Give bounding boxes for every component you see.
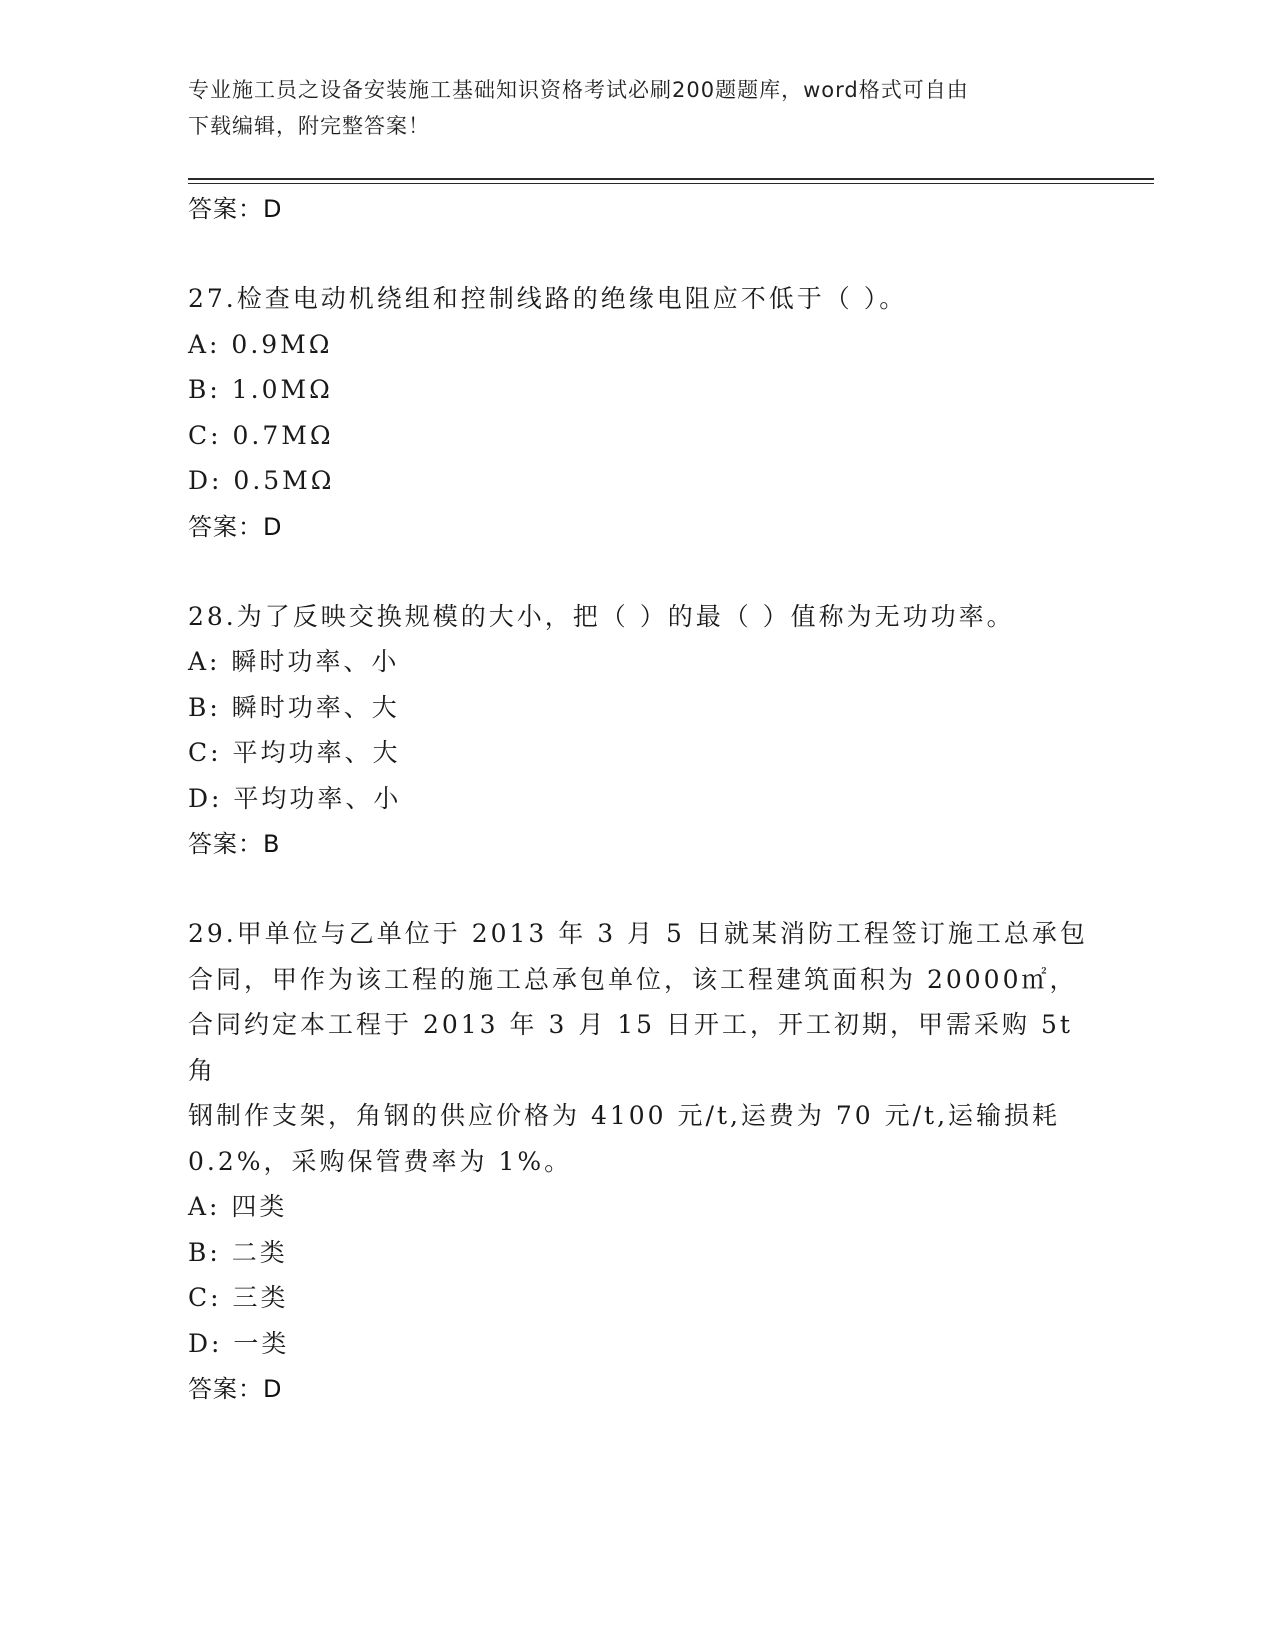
question-28-option-a: A: 瞬时功率、小 — [188, 647, 400, 676]
header-title-line2: 下载编辑，附完整答案！ — [188, 114, 430, 138]
answer-26: 答案：D — [188, 195, 283, 223]
spacer — [188, 550, 1088, 594]
question-27-text: 27.检查电动机绕组和控制线路的绝缘电阻应不低于（ ）。 — [188, 284, 908, 313]
question-28 — [188, 594, 1088, 868]
answer-28: 答案：B — [188, 830, 281, 858]
question-28-option-d: D: 平均功率、小 — [188, 783, 402, 813]
document-header — [188, 72, 1088, 144]
spacer — [188, 232, 1088, 276]
question-27-option-b: B: 1.0MΩ — [188, 375, 333, 404]
question-29-line3: 合同约定本工程于 2013 年 3 月 15 日开工，开工初期，甲需采购 5t 角 — [188, 1010, 1073, 1085]
question-27-option-c: C: 0.7MΩ — [188, 420, 334, 450]
question-28-option-b: B: 瞬时功率、大 — [188, 692, 400, 722]
question-27 — [188, 276, 1088, 550]
question-29-option-b: B: 二类 — [188, 1237, 288, 1267]
question-27-option-d: D: 0.5MΩ — [188, 466, 335, 495]
header-rule-thick — [188, 178, 1154, 180]
question-29-option-c: C: 三类 — [188, 1283, 289, 1312]
spacer — [188, 867, 1088, 911]
question-27-option-a: A: 0.9MΩ — [188, 329, 333, 359]
header-rule-thin — [188, 183, 1154, 184]
question-28-text: 28.为了反映交换规模的大小，把（ ）的最（ ）值称为无功功率。 — [188, 601, 1015, 631]
answer-27: 答案：D — [188, 512, 283, 541]
question-29-option-a: A: 四类 — [188, 1192, 288, 1221]
question-29-line2: 合同，甲作为该工程的施工总承包单位，该工程建筑面积为 20000㎡， — [188, 964, 1078, 994]
question-29-line5: 0.2%，采购保管费率为 1%。 — [188, 1146, 573, 1176]
question-28-option-c: C: 平均功率、大 — [188, 738, 401, 767]
document-body — [188, 186, 1088, 1412]
answer-29: 答案：D — [188, 1375, 283, 1403]
question-29-line4: 钢制作支架，角钢的供应价格为 4100 元/t,运费为 70 元/t,运输损耗 — [188, 1101, 1061, 1130]
question-29-option-d: D: 一类 — [188, 1328, 290, 1358]
question-29 — [188, 911, 1088, 1412]
question-29-line1: 29.甲单位与乙单位于 2013 年 3 月 5 日就某消防工程签订施工总承包 — [188, 919, 1088, 948]
header-title-line1: 专业施工员之设备安装施工基础知识资格考试必刷200题题库，word格式可自由 — [188, 78, 969, 102]
